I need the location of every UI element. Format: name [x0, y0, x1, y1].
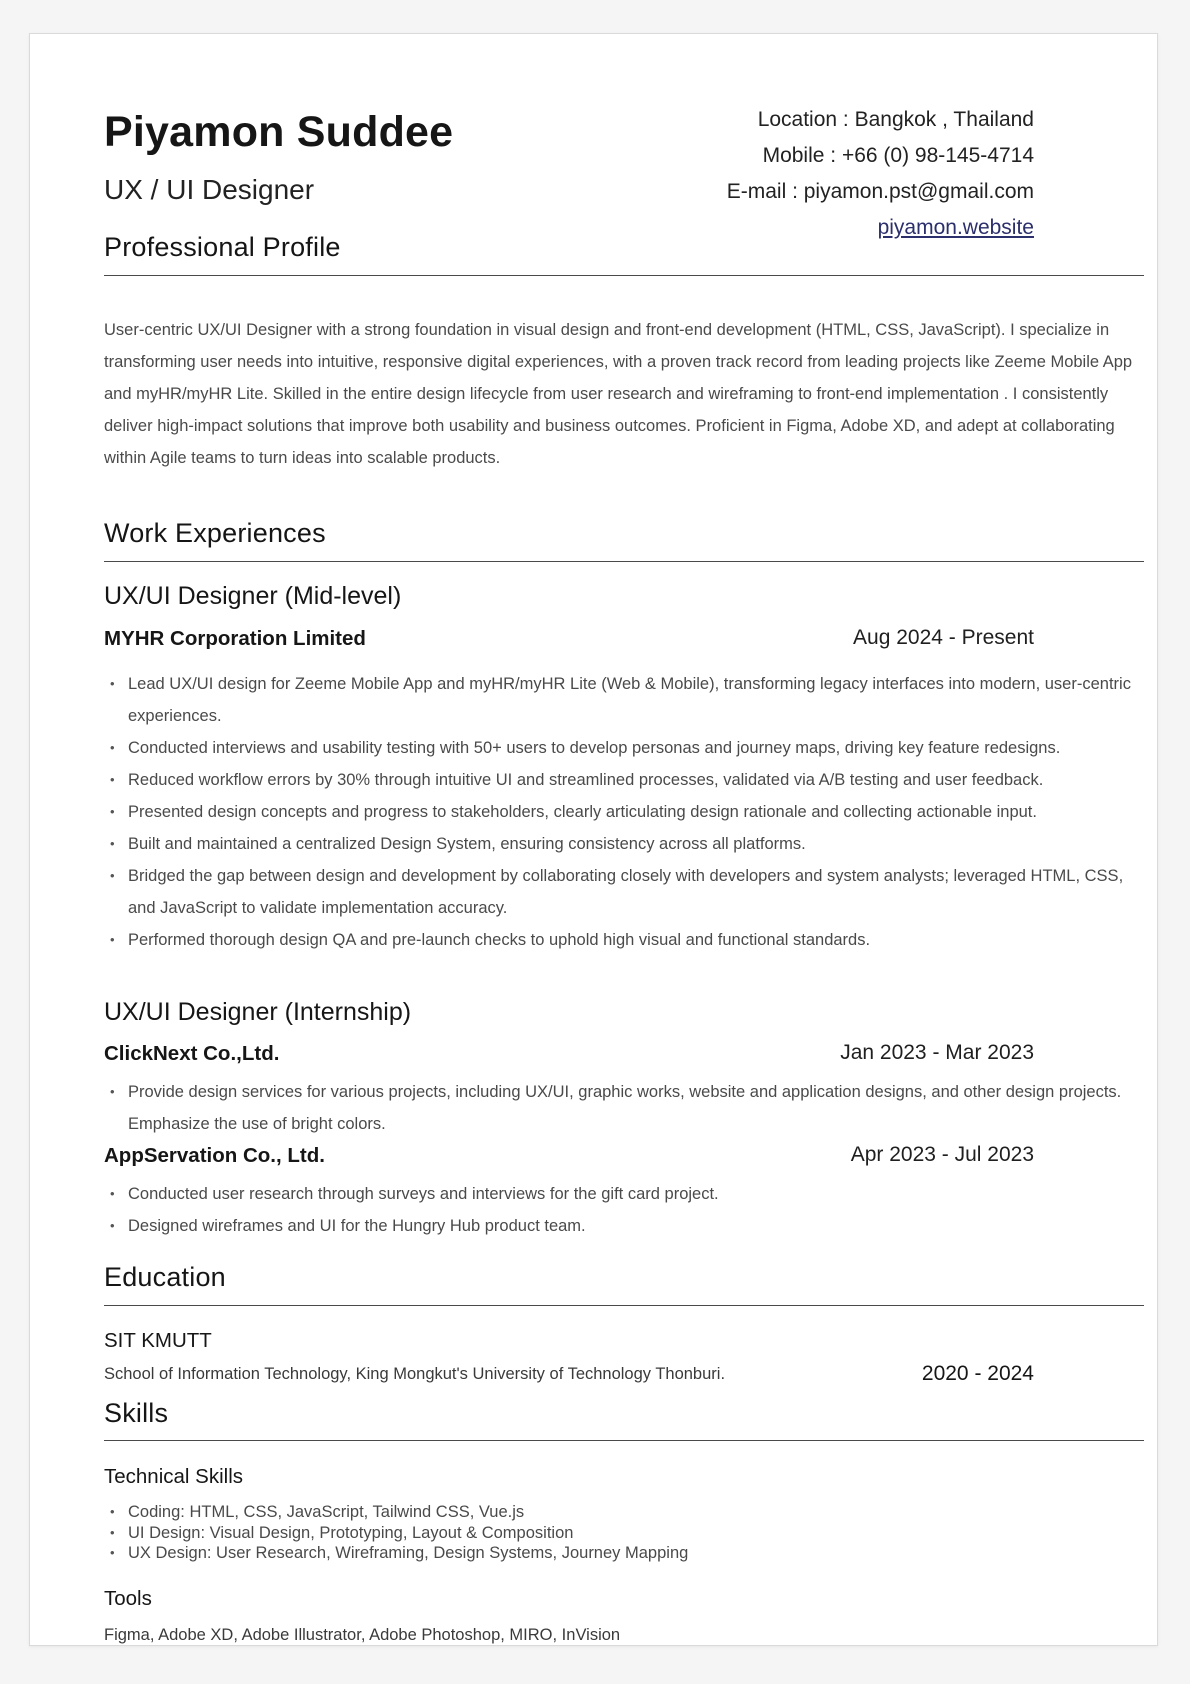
company-myhr: MYHR Corporation Limited — [104, 627, 366, 650]
bullet-list-appservation — [104, 1178, 1144, 1242]
section-divider — [104, 1305, 1144, 1306]
section-divider — [104, 561, 1144, 562]
list-item: • Reduced workflow errors by 30% through intuitive UI and streamlined processes, validated via A/B testing and user feedback. — [104, 764, 1144, 796]
contact-email: E-mail : piyamon.pst@gmail.com — [726, 180, 1034, 203]
section-heading-profile: Professional Profile — [104, 232, 341, 262]
resume-page — [29, 33, 1158, 1646]
section-divider — [104, 275, 1144, 276]
list-item: • Bridged the gap between design and development by collaborating closely with developers and system analysts; leveraged HTML, CSS, and JavaScript to validate implementation accuracy. — [104, 860, 1144, 924]
bullet-list-clicknext — [104, 1076, 1144, 1140]
tools-heading: Tools — [104, 1587, 152, 1610]
company-clicknext: ClickNext Co.,Ltd. — [104, 1042, 280, 1065]
tools-list: Figma, Adobe XD, Adobe Illustrator, Adobe Photoshop, MIRO, InVision — [104, 1626, 621, 1644]
dates-appservation: Apr 2023 - Jul 2023 — [850, 1143, 1034, 1166]
list-item: • Lead UX/UI design for Zeeme Mobile App and myHR/myHR Lite (Web & Mobile), transforming legacy interfaces into modern, user-centric experiences. — [104, 668, 1144, 732]
list-item: • Built and maintained a centralized Design System, ensuring consistency across all platforms. — [104, 828, 1144, 860]
profile-summary: User-centric UX/UI Designer with a strong foundation in visual design and front-end development (HTML, CSS, JavaScript). I specialize in transforming user needs into intuitive, responsive digital experiences, with a proven track record from leading projects like Zeeme Mobile App and myHR/myHR Lite. Skilled in the entire design lifecycle from user research and wireframing to front-end implementation . I consistently deliver high-impact solutions that improve both usability and business outcomes. Proficient in Figma, Adobe XD, and adept at collaborating within Agile teams to turn ideas into scalable products. — [104, 321, 1133, 467]
list-item: • Conducted interviews and usability testing with 50+ users to develop personas and journey maps, driving key feature redesigns. — [104, 732, 1144, 764]
candidate-name: Piyamon Suddee — [104, 108, 454, 156]
technical-skills-list — [104, 1502, 1144, 1564]
job-title-intern: UX/UI Designer (Internship) — [104, 998, 412, 1026]
list-item: • Coding: HTML, CSS, JavaScript, Tailwind CSS, Vue.js — [104, 1502, 1144, 1523]
list-item: • Conducted user research through surveys and interviews for the gift card project. — [104, 1178, 1144, 1210]
section-divider — [104, 1440, 1144, 1441]
list-item: • Designed wireframes and UI for the Hungry Hub product team. — [104, 1210, 1144, 1242]
education-school: SIT KMUTT — [104, 1329, 212, 1352]
section-heading-education: Education — [104, 1262, 226, 1292]
website-link[interactable]: piyamon.website — [877, 216, 1034, 239]
dates-myhr: Aug 2024 - Present — [853, 626, 1034, 649]
list-item: • Performed thorough design QA and pre-launch checks to uphold high visual and functional standards. — [104, 924, 1144, 956]
list-item: • Presented design concepts and progress to stakeholders, clearly articulating design rationale and collecting actionable input. — [104, 796, 1144, 828]
dates-clicknext: Jan 2023 - Mar 2023 — [840, 1041, 1034, 1064]
list-item: • UX Design: User Research, Wireframing, Design Systems, Journey Mapping — [104, 1543, 1144, 1564]
list-item: • Provide design services for various projects, including UX/UI, graphic works, website and application designs, and other design projects. Emphasize the use of bright colors. — [104, 1076, 1144, 1140]
bullet-list-myhr — [104, 668, 1144, 956]
list-item: • UI Design: Visual Design, Prototyping, Layout & Composition — [104, 1523, 1144, 1544]
technical-skills-heading: Technical Skills — [104, 1465, 243, 1488]
section-heading-work: Work Experiences — [104, 518, 326, 548]
section-heading-skills: Skills — [104, 1398, 169, 1428]
contact-location: Location : Bangkok , Thailand — [757, 108, 1034, 131]
candidate-role: UX / UI Designer — [104, 174, 315, 205]
education-description: School of Information Technology, King Mongkut's University of Technology Thonburi. — [104, 1365, 726, 1383]
company-appservation: AppServation Co., Ltd. — [104, 1144, 325, 1167]
contact-mobile: Mobile : +66 (0) 98-145-4714 — [762, 144, 1034, 167]
education-years: 2020 - 2024 — [921, 1362, 1034, 1385]
job-title-mid: UX/UI Designer (Mid-level) — [104, 582, 402, 610]
